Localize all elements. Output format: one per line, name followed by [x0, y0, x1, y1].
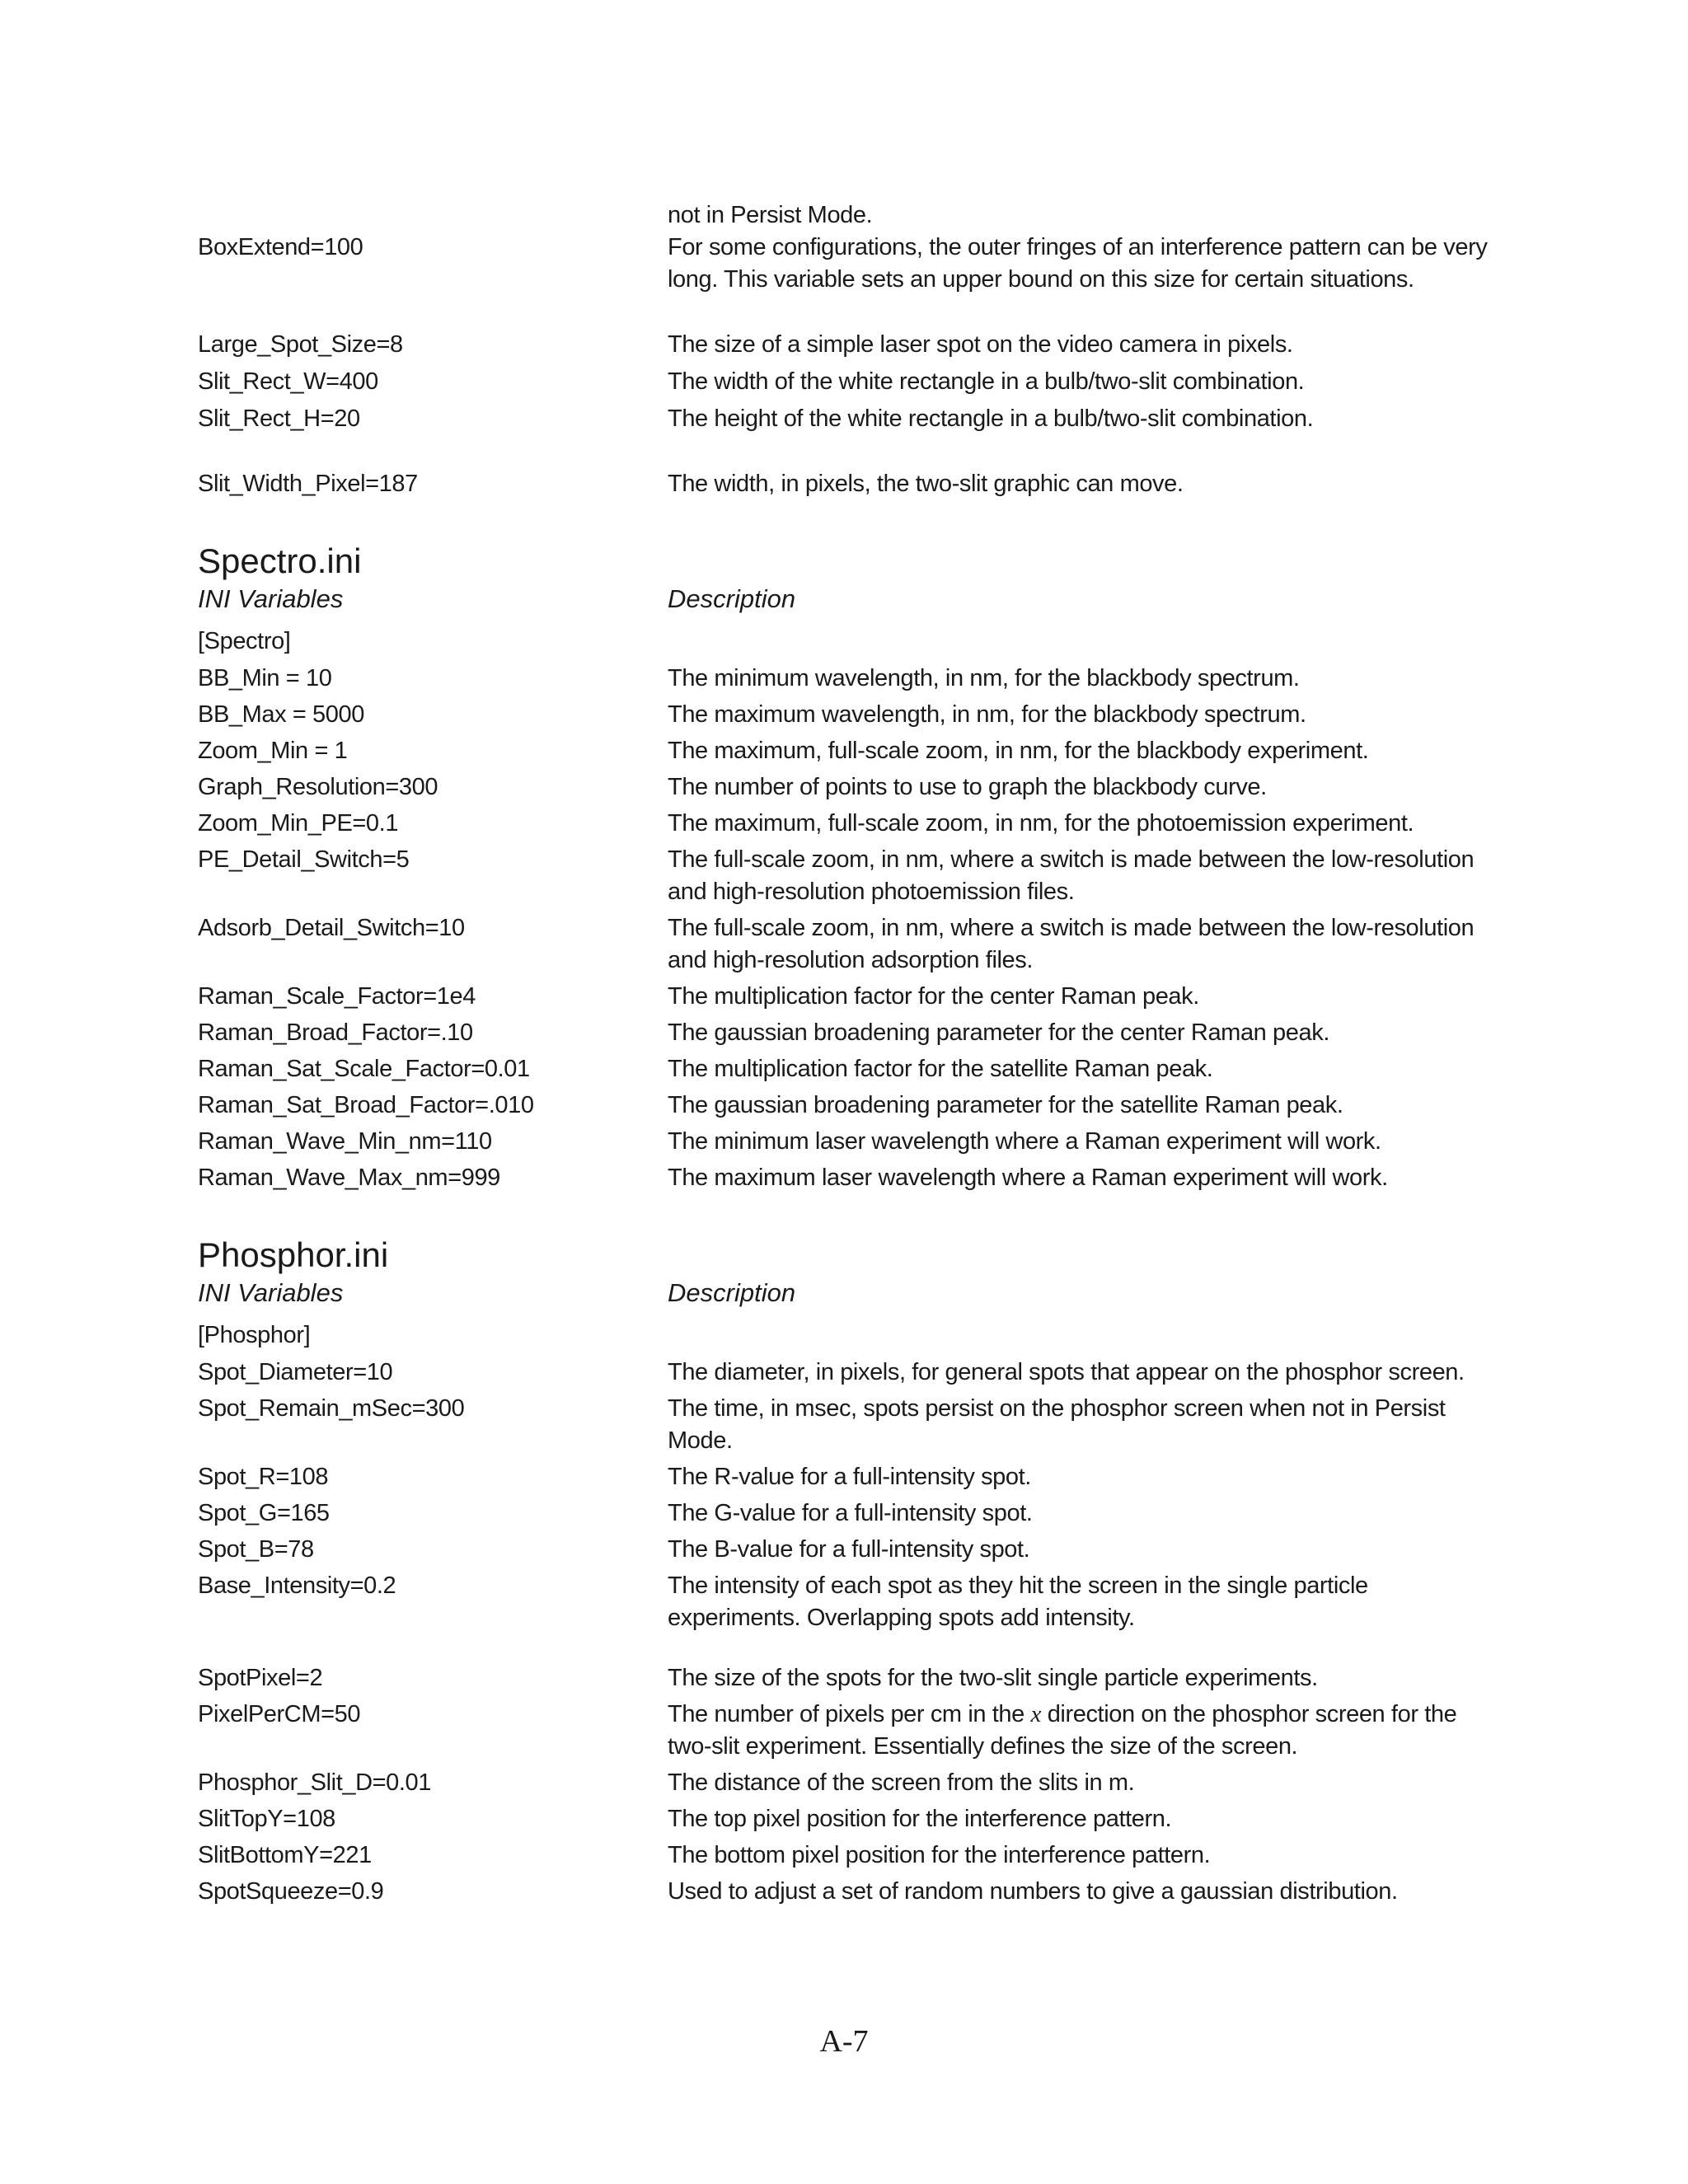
- table-row: [198, 1699, 1500, 1763]
- ini-description: The multiplication factor for the center Raman peak.: [668, 983, 1199, 1010]
- phosphor-table: [198, 1357, 1500, 1908]
- ini-description: The maximum laser wavelength where a Raman experiment will work.: [668, 1165, 1388, 1191]
- page-number: A-7: [819, 2024, 869, 2059]
- table-row: [198, 1461, 1500, 1493]
- math-variable: x: [1030, 1701, 1042, 1727]
- ini-variable: Raman_Wave_Min_nm=110: [198, 1128, 492, 1155]
- ini-variable: Spot_G=165: [198, 1500, 330, 1526]
- ini-variable: Raman_Sat_Broad_Factor=.010: [198, 1092, 534, 1118]
- ini-description: The size of a simple laser spot on the video camera in pixels.: [668, 331, 1293, 358]
- table-row: [198, 912, 1500, 977]
- ini-description: The bottom pixel position for the interference pattern.: [668, 1842, 1211, 1868]
- table-row: [198, 1876, 1500, 1908]
- ini-description: The B-value for a full-intensity spot.: [668, 1536, 1030, 1563]
- table-row: [198, 981, 1500, 1013]
- column-header-description: Description: [668, 1278, 796, 1307]
- ini-description: The distance of the screen from the slits in m.: [668, 1769, 1135, 1796]
- ini-variable: Spot_Diameter=10: [198, 1359, 393, 1385]
- table-row: [198, 1840, 1500, 1872]
- table-row: [198, 366, 1500, 398]
- ini-variable: BB_Max = 5000: [198, 701, 364, 728]
- table-row: [198, 1090, 1500, 1122]
- table-row: [198, 1017, 1500, 1049]
- ini-variable: SlitBottomY=221: [198, 1842, 372, 1868]
- table-row: [198, 1570, 1500, 1634]
- table-row: [198, 735, 1500, 767]
- ini-description: The top pixel position for the interference pattern.: [668, 1806, 1172, 1832]
- ini-description: The time, in msec, spots persist on the phosphor screen when not in Persist Mode.: [668, 1395, 1446, 1454]
- ini-description: The full-scale zoom, in nm, where a switch is made between the low-resolution and high-resolution photoemission files.: [668, 846, 1475, 905]
- ini-description: The maximum, full-scale zoom, in nm, for the photoemission experiment.: [668, 810, 1414, 837]
- table-row: [198, 232, 1500, 296]
- ini-variable: Zoom_Min_PE=0.1: [198, 810, 399, 837]
- description-text: direction on the phosphor screen for the two-slit experiment. Essentially defines the size of the screen.: [668, 1701, 1457, 1760]
- table-row: [198, 1357, 1500, 1389]
- ini-variable: Adsorb_Detail_Switch=10: [198, 915, 465, 941]
- ini-description: [668, 1699, 1500, 1763]
- section-tag-row: [198, 626, 1500, 658]
- document-content: [198, 199, 1500, 1908]
- table-row: [198, 1803, 1500, 1835]
- ini-description: Used to adjust a set of random numbers to give a gaussian distribution.: [668, 1878, 1398, 1905]
- ini-variable: Slit_Width_Pixel=187: [198, 471, 418, 497]
- table-row: [198, 468, 1500, 500]
- section-tag: [Spectro]: [198, 628, 291, 654]
- table-row: [198, 1053, 1500, 1085]
- ini-variable: PE_Detail_Switch=5: [198, 846, 410, 873]
- ini-description: The minimum wavelength, in nm, for the blackbody spectrum.: [668, 665, 1300, 691]
- ini-description: The width, in pixels, the two-slit graphic can move.: [668, 471, 1184, 497]
- ini-description: not in Persist Mode.: [668, 202, 873, 228]
- ini-variable: Phosphor_Slit_D=0.01: [198, 1769, 432, 1796]
- table-row: [198, 1126, 1500, 1158]
- table-row: [198, 663, 1500, 695]
- ini-description: The number of points to use to graph the blackbody curve.: [668, 774, 1267, 800]
- ini-description: The intensity of each spot as they hit the screen in the single particle experiments. Overlapping spots add intensity.: [668, 1572, 1368, 1631]
- ini-variable: Graph_Resolution=300: [198, 774, 438, 800]
- ini-description: The maximum wavelength, in nm, for the blackbody spectrum.: [668, 701, 1306, 728]
- table-row: [198, 1534, 1500, 1566]
- ini-description: The G-value for a full-intensity spot.: [668, 1500, 1033, 1526]
- section-title-spectro: Spectro.ini: [198, 541, 362, 580]
- ini-variable: Raman_Scale_Factor=1e4: [198, 983, 476, 1010]
- table-row: [198, 1162, 1500, 1194]
- ini-variable: Raman_Broad_Factor=.10: [198, 1019, 473, 1046]
- ini-description: The diameter, in pixels, for general spots that appear on the phosphor screen.: [668, 1359, 1465, 1385]
- ini-description: The gaussian broadening parameter for the center Raman peak.: [668, 1019, 1329, 1046]
- table-row: [198, 1393, 1500, 1457]
- ini-description: The full-scale zoom, in nm, where a switch is made between the low-resolution and high-resolution adsorption files.: [668, 915, 1475, 973]
- ini-description: The multiplication factor for the satellite Raman peak.: [668, 1056, 1213, 1082]
- table-row: [198, 844, 1500, 908]
- description-text: The number of pixels per cm in the: [668, 1701, 1031, 1727]
- ini-variable: [198, 199, 668, 232]
- ini-variable: Spot_R=108: [198, 1464, 329, 1490]
- ini-variable: Base_Intensity=0.2: [198, 1572, 396, 1599]
- ini-variable: Raman_Wave_Max_nm=999: [198, 1165, 500, 1191]
- column-headers: [198, 1277, 1500, 1310]
- ini-description: For some configurations, the outer fringes of an interference pattern can be very long. This variable sets an upper bound on this size for certain situations.: [668, 234, 1488, 293]
- section-tag-row: [198, 1319, 1500, 1352]
- table-row: [198, 403, 1500, 435]
- ini-variable: BoxExtend=100: [198, 234, 363, 260]
- ini-variable: Zoom_Min = 1: [198, 738, 348, 764]
- column-header-description: Description: [668, 584, 796, 613]
- ini-variable: Large_Spot_Size=8: [198, 331, 403, 358]
- table-row: [198, 771, 1500, 804]
- table-row: [198, 808, 1500, 840]
- ini-variable: Spot_B=78: [198, 1536, 314, 1563]
- section-tag: [Phosphor]: [198, 1322, 311, 1348]
- table-row: [198, 1662, 1500, 1694]
- ini-description: The minimum laser wavelength where a Raman experiment will work.: [668, 1128, 1381, 1155]
- ini-variable: Raman_Sat_Scale_Factor=0.01: [198, 1056, 530, 1082]
- ini-variable: PixelPerCM=50: [198, 1701, 361, 1727]
- ini-variable: SlitTopY=108: [198, 1806, 335, 1832]
- column-headers: [198, 583, 1500, 616]
- ini-description: The R-value for a full-intensity spot.: [668, 1464, 1031, 1490]
- table-row: [198, 199, 1500, 232]
- ini-variable: Slit_Rect_W=400: [198, 368, 378, 395]
- section-title-phosphor: Phosphor.ini: [198, 1235, 389, 1274]
- ini-description: The width of the white rectangle in a bulb/two-slit combination.: [668, 368, 1305, 395]
- table-row: [198, 1497, 1500, 1530]
- ini-description: The size of the spots for the two-slit single particle experiments.: [668, 1665, 1318, 1691]
- ini-description: The height of the white rectangle in a bulb/two-slit combination.: [668, 405, 1314, 432]
- ini-variable: Slit_Rect_H=20: [198, 405, 360, 432]
- table-row: [198, 329, 1500, 361]
- ini-variable: SpotSqueeze=0.9: [198, 1878, 384, 1905]
- table-row: [198, 699, 1500, 731]
- table-row: [198, 1767, 1500, 1799]
- ini-variable: SpotPixel=2: [198, 1665, 323, 1691]
- ini-variable: Spot_Remain_mSec=300: [198, 1395, 465, 1422]
- spectro-table: [198, 663, 1500, 1194]
- column-header-variables: INI Variables: [198, 1278, 344, 1307]
- column-header-variables: INI Variables: [198, 584, 344, 613]
- ini-variable: BB_Min = 10: [198, 665, 332, 691]
- ini-description: The maximum, full-scale zoom, in nm, for the blackbody experiment.: [668, 738, 1369, 764]
- ini-description: The gaussian broadening parameter for the satellite Raman peak.: [668, 1092, 1343, 1118]
